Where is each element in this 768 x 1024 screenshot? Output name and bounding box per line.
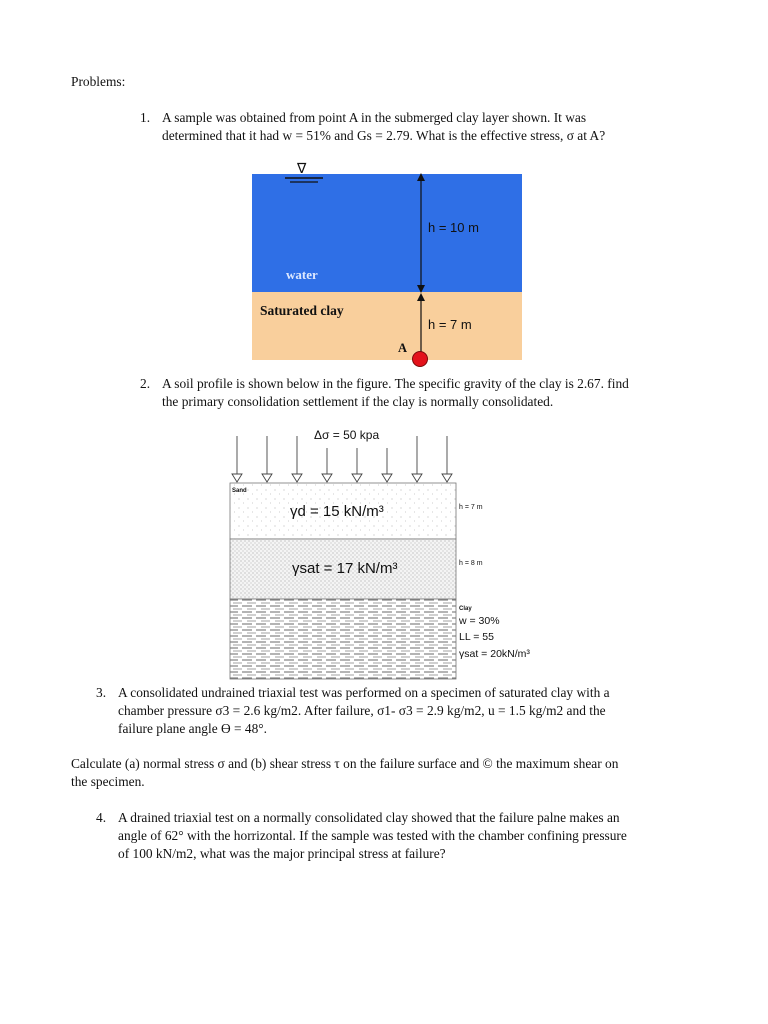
problem-1-number: 1.: [140, 110, 151, 125]
h2-label: h = 8 m: [459, 560, 483, 567]
h1-label: h = 7 m: [459, 504, 483, 511]
figure-1-submerged-clay: [252, 156, 522, 370]
water-height-label: h = 10 m: [428, 220, 479, 235]
water-surface-icon: ∇: [297, 161, 307, 177]
clay-label: Clay: [459, 606, 472, 612]
problem-2-line-2: the primary consolidation settlement if the clay is normally consolidated.: [162, 394, 554, 409]
calc-paragraph-line-1: Calculate (a) normal stress σ and (b) shear stress τ on the failure surface and © the maximum shear on: [71, 756, 619, 771]
clay-ll-label: LL = 55: [459, 631, 494, 643]
problem-3-line-3: failure plane angle ϴ = 48°.: [118, 721, 267, 736]
sand-label: Sand: [232, 488, 247, 494]
problem-1-line-2: determined that it had w = 51% and Gs = 2.79. What is the effective stress, σ at A?: [162, 128, 606, 143]
problem-1-line-1: A sample was obtained from point A in the submerged clay layer shown. It was: [162, 110, 587, 125]
problem-3-line-2: chamber pressure σ3 = 2.6 kg/m2. After failure, σ1- σ3 = 2.9 kg/m2, u = 1.5 kg/m2 and the: [118, 703, 606, 718]
calc-paragraph-line-2: the specimen.: [71, 774, 145, 789]
figure-2-soil-profile: [228, 424, 534, 682]
gamma-d-label: γd = 15 kN/m³: [290, 503, 384, 520]
clay-height-label: h = 7 m: [428, 317, 472, 332]
problem-3-line-1: A consolidated undrained triaxial test was performed on a specimen of saturated clay with a: [118, 685, 610, 700]
gamma-sat-label: γsat = 17 kN/m³: [292, 560, 398, 577]
heading: Problems:: [71, 74, 126, 89]
water-label: water: [286, 267, 318, 282]
clay-gamma-label: γsat = 20kN/m³: [459, 648, 530, 660]
clay-layer: [230, 599, 456, 679]
clay-label: Saturated clay: [260, 303, 344, 318]
load-label: Δσ = 50 kpa: [314, 428, 380, 442]
problem-4-line-1: A drained triaxial test on a normally consolidated clay showed that the failure palne makes an: [118, 810, 620, 825]
problem-4-line-3: of 100 kN/m2, what was the major principal stress at failure?: [118, 846, 446, 861]
point-a-marker: [413, 352, 428, 367]
problem-3-number: 3.: [96, 685, 107, 700]
clay-w-label: w = 30%: [459, 615, 500, 627]
problem-2-number: 2.: [140, 376, 151, 391]
point-a-label: A: [398, 341, 408, 355]
problem-4-number: 4.: [96, 810, 107, 825]
problem-2-line-1: A soil profile is shown below in the figure. The specific gravity of the clay is 2.67. find: [162, 376, 629, 391]
problem-4-line-2: angle of 62° with the horrizontal. If the sample was tested with the chamber confining pressure: [118, 828, 627, 843]
